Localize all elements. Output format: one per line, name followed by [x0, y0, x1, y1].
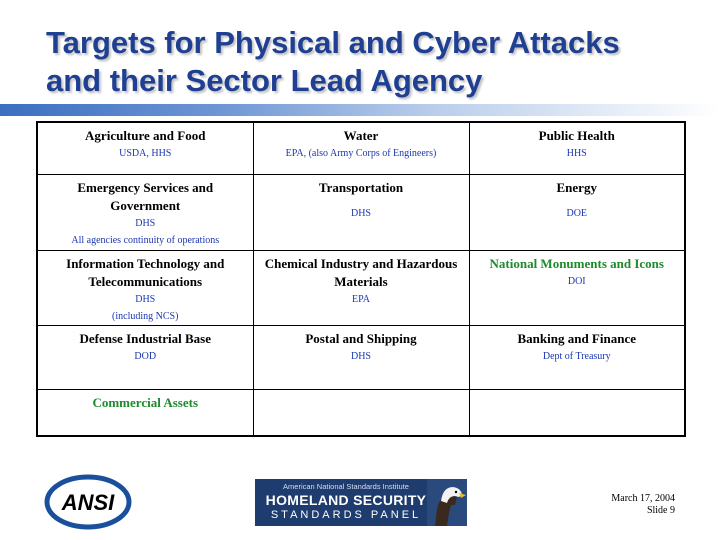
table-cell [253, 174, 469, 250]
table-cell-empty [469, 389, 685, 436]
lead-agency: DOI [567, 275, 586, 287]
lead-agency: HHS [566, 148, 587, 159]
sector-name: Commercial Assets [92, 394, 199, 410]
sector-name: Information Technology and Telecommunications [66, 255, 225, 289]
table-row [37, 122, 685, 174]
slide-title-line-2: and their Sector Lead Agency [46, 63, 483, 98]
lead-agency: DHS [135, 217, 156, 229]
table-row [37, 325, 685, 389]
sector-agency-table [36, 121, 686, 437]
ansi-logo-text: ANSI [61, 490, 115, 515]
sector-name: Public Health [538, 128, 615, 143]
table-cell [37, 174, 253, 250]
hsp-logo-title: HOMELAND SECURITY [265, 492, 427, 508]
hsp-logo-subtitle: STANDARDS PANEL [270, 509, 422, 521]
eagle-icon [427, 479, 467, 526]
table-cell [253, 250, 469, 325]
sector-name: Energy [556, 179, 597, 195]
sector-name: Banking and Finance [517, 330, 636, 346]
table-cell-empty [253, 389, 469, 436]
sector-name: Postal and Shipping [305, 330, 417, 346]
table-cell [253, 325, 469, 389]
sector-name: Defense Industrial Base [79, 330, 211, 346]
table-row [37, 174, 685, 250]
sector-name: National Monuments and Icons [489, 255, 664, 271]
lead-agency: DHS [350, 350, 371, 362]
lead-agency: DHS [135, 293, 156, 305]
lead-agency: EPA, (also Army Corps of Engineers) [285, 148, 437, 159]
slide-title [46, 24, 706, 100]
table-cell [469, 174, 685, 250]
table-row [37, 250, 685, 325]
hsp-logo-org: American National Standards Institute [283, 482, 409, 491]
sector-name: Transportation [318, 179, 404, 195]
table-cell [37, 122, 253, 174]
table-cell [469, 325, 685, 389]
lead-agency-note: (including NCS) [112, 310, 179, 322]
table-cell [469, 250, 685, 325]
ansi-logo [44, 474, 132, 530]
sector-name: Agriculture and Food [85, 128, 206, 143]
lead-agency: DHS [350, 207, 371, 219]
lead-agency: USDA, HHS [119, 148, 172, 159]
lead-agency-note: All agencies continuity of operations [71, 234, 220, 246]
lead-agency: DOD [134, 350, 157, 362]
slide-title-line-1: Targets for Physical and Cyber Attacks [46, 25, 620, 60]
table-row [37, 389, 685, 436]
title-underline-bar [0, 104, 720, 116]
lead-agency: Dept of Treasury [542, 350, 611, 362]
slide-number: Slide 9 [646, 505, 675, 516]
homeland-security-standards-panel-logo [255, 479, 467, 526]
table-cell [37, 250, 253, 325]
slide-footer [611, 493, 675, 517]
table-cell [253, 122, 469, 174]
lead-agency: DOE [566, 207, 588, 219]
footer-date: March 17, 2004 [611, 493, 675, 504]
table-cell [37, 389, 253, 436]
lead-agency: EPA [352, 293, 370, 305]
sector-name: Water [343, 128, 379, 143]
sector-name: Chemical Industry and Hazardous Materials [264, 255, 458, 289]
table-cell [37, 325, 253, 389]
table-cell [469, 122, 685, 174]
sector-name: Emergency Services and Government [77, 179, 214, 213]
